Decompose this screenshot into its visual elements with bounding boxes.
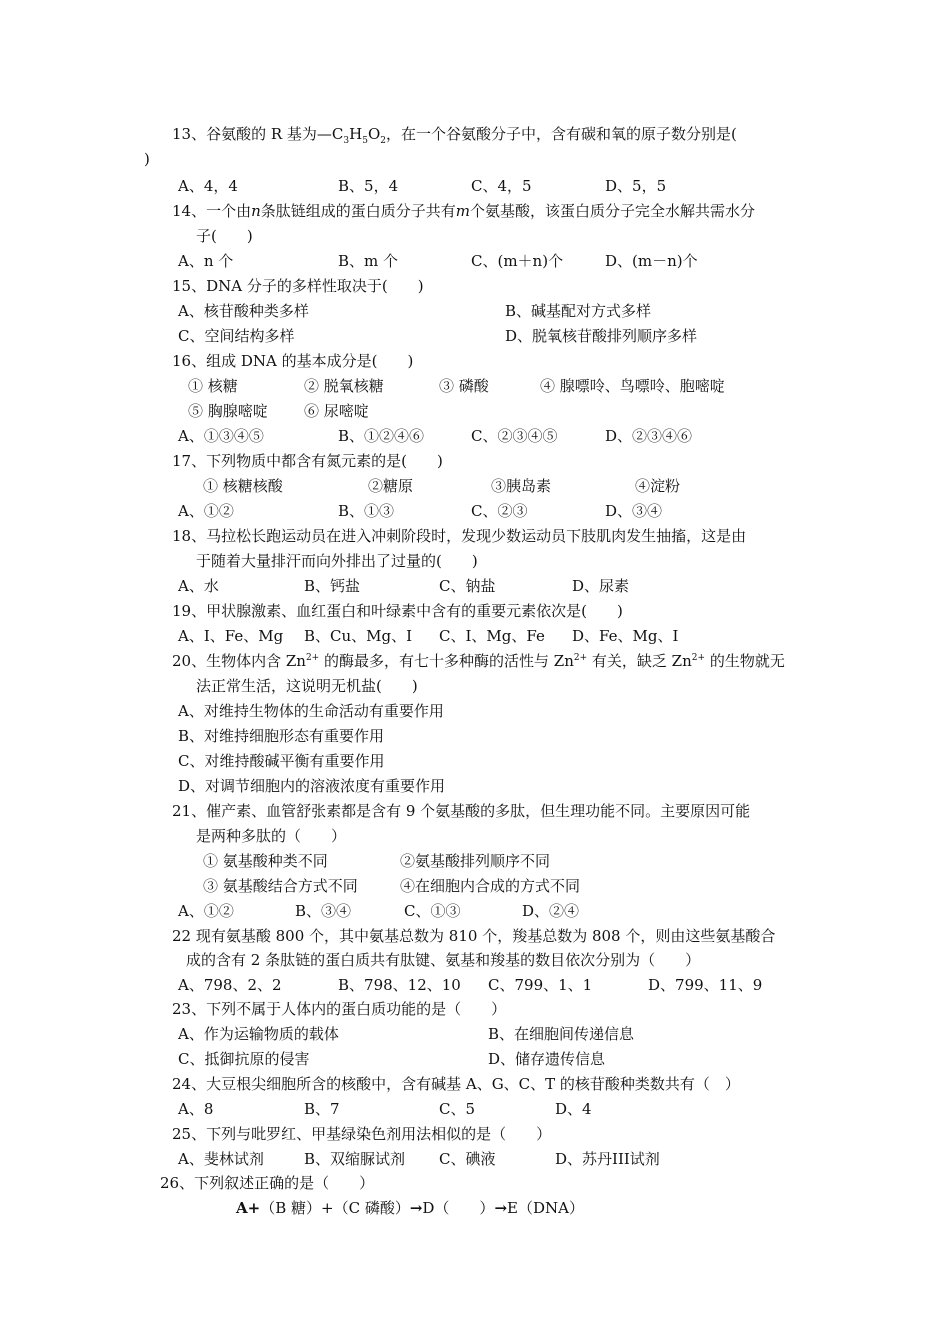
q19-option-d[interactable]: D、Fe、Mg、I <box>572 627 679 645</box>
q24-option-d[interactable]: D、4 <box>555 1100 592 1118</box>
q13-stem-d: ，在一个谷氨酸分子中，含有碳和氧的原子数分别是( <box>386 125 737 143</box>
q24-stem: 24、大豆根尖细胞所含的核酸中，含有碱基 A、G、C、T 的核苷酸种类数共有（ ） <box>172 1075 740 1093</box>
q26-stem: 26、下列叙述正确的是（ ） <box>160 1174 375 1192</box>
q17-item-1: ① 核糖核酸 <box>203 477 283 495</box>
q18-option-c[interactable]: C、钠盐 <box>439 577 496 595</box>
q21-option-d[interactable]: D、②④ <box>522 902 580 920</box>
q21-item-2: ②氨基酸排列顺序不同 <box>400 852 551 870</box>
q16-item-1: ① 核糖 <box>188 377 238 395</box>
q15-option-d[interactable]: D、脱氧核苷酸排列顺序多样 <box>505 327 698 345</box>
q13-option-a[interactable]: A、4，4 <box>178 177 238 195</box>
q16-stem: 16、组成 DNA 的基本成分是( ) <box>172 352 414 370</box>
q13-sub2: 5 <box>362 136 368 146</box>
q14-m-var: m <box>455 202 471 220</box>
q25-option-a[interactable]: A、斐林试剂 <box>178 1150 264 1168</box>
q26-formula-d: D（ ） <box>422 1199 495 1217</box>
q14-option-c[interactable]: C、(m＋n)个 <box>471 252 564 270</box>
q25-option-b[interactable]: B、双缩脲试剂 <box>304 1150 406 1168</box>
q20-stem-b: 的酶最多，有七十多种酶的活性与 Zn <box>319 652 574 670</box>
q13-stem <box>172 124 737 144</box>
q13-option-d[interactable]: D、5，5 <box>605 177 667 195</box>
arrow-right-icon: → <box>494 1199 508 1217</box>
q20-option-d[interactable]: D、对调节细胞内的溶液浓度有重要作用 <box>178 777 446 795</box>
q13-stem-end: ) <box>144 150 150 168</box>
q17-item-4: ④淀粉 <box>635 477 681 495</box>
q21-option-a[interactable]: A、①② <box>178 902 234 920</box>
q16-option-d[interactable]: D、②③④⑥ <box>605 427 693 445</box>
q20-sup3: 2+ <box>691 653 706 663</box>
q19-option-b[interactable]: B、Cu、Mg、I <box>304 627 413 645</box>
q21-option-b[interactable]: B、③④ <box>295 902 352 920</box>
q24-option-a[interactable]: A、8 <box>178 1100 214 1118</box>
q13-sub1: 3 <box>343 136 350 146</box>
q26-formula-e: E（DNA） <box>507 1199 584 1217</box>
q23-option-a[interactable]: A、作为运输物质的载体 <box>178 1025 339 1043</box>
q15-option-b[interactable]: B、碱基配对方式多样 <box>505 302 652 320</box>
arrow-right-icon: → <box>409 1199 423 1217</box>
q25-stem: 25、下列与吡罗红、甲基绿染色剂用法相似的是（ ） <box>172 1125 552 1143</box>
q20-option-c[interactable]: C、对维持酸碱平衡有重要作用 <box>178 752 385 770</box>
q18-option-d[interactable]: D、尿素 <box>572 577 630 595</box>
q22-stem-line2: 成的含有 2 条肽链的蛋白质共有肽键、氨基和羧基的数目依次分别为（ ） <box>186 951 701 969</box>
q20-stem-a: 20、生物体内含 Zn <box>172 652 306 670</box>
q19-option-c[interactable]: C、I、Mg、Fe <box>439 627 545 645</box>
q15-option-c[interactable]: C、空间结构多样 <box>178 327 295 345</box>
q15-stem: 15、DNA 分子的多样性取决于( ) <box>172 277 424 295</box>
q21-stem: 21、催产素、血管舒张素都是含有 9 个氨基酸的多肽，但生理功能不同。主要原因可能 <box>172 802 751 820</box>
q26-formula <box>236 1198 584 1218</box>
q23-option-d[interactable]: D、储存遗传信息 <box>488 1050 606 1068</box>
q14-option-b[interactable]: B、m 个 <box>338 252 399 270</box>
q20-sup1: 2+ <box>305 653 320 663</box>
q25-option-d[interactable]: D、苏丹III试剂 <box>555 1150 660 1168</box>
q16-item-6: ⑥ 尿嘧啶 <box>304 402 369 420</box>
q21-option-c[interactable]: C、①③ <box>404 902 461 920</box>
q17-option-d[interactable]: D、③④ <box>605 502 663 520</box>
q20-option-b[interactable]: B、对维持细胞形态有重要作用 <box>178 727 385 745</box>
q17-option-a[interactable]: A、①② <box>178 502 234 520</box>
q20-stem-d: 的生物就无 <box>705 652 785 670</box>
q14-stem <box>172 201 755 221</box>
q14-stem-b: 条肽链组成的蛋白质分子共有 <box>260 202 456 220</box>
q17-option-c[interactable]: C、②③ <box>471 502 528 520</box>
q21-item-4: ④在细胞内合成的方式不同 <box>400 877 581 895</box>
q21-item-3: ③ 氨基酸结合方式不同 <box>203 877 358 895</box>
q22-option-c[interactable]: C、799、1、1 <box>488 976 593 994</box>
q14-option-a[interactable]: A、n 个 <box>178 252 234 270</box>
q13-sub3: 2 <box>380 136 387 146</box>
q16-item-4: ④ 腺嘌呤、鸟嘌呤、胞嘧啶 <box>540 377 725 395</box>
q19-option-a[interactable]: A、I、Fe、Mg <box>178 627 284 645</box>
q21-stem-line2: 是两种多肽的（ ） <box>196 827 347 845</box>
q14-stem-c: 个氨基酸，该蛋白质分子完全水解共需水分 <box>470 202 756 220</box>
q16-item-2: ② 脱氧核糖 <box>304 377 384 395</box>
q23-option-b[interactable]: B、在细胞间传递信息 <box>488 1025 635 1043</box>
q16-option-c[interactable]: C、②③④⑤ <box>471 427 558 445</box>
q13-stem-a: 13、谷氨酸的 R 基为—C <box>172 125 344 143</box>
q13-stem-b: H <box>349 125 363 143</box>
q18-stem: 18、马拉松长跑运动员在进入冲刺阶段时，发现少数运动员下肢肌肉发生抽搐，这是由 <box>172 527 747 545</box>
q22-stem: 22 现有氨基酸 800 个，其中氨基总数为 810 个，羧基总数为 808 个，则由这些氨基酸合 <box>172 927 776 945</box>
q14-n-var: n <box>251 202 261 220</box>
q20-stem-line2: 法正常生活，这说明无机盐( ) <box>196 677 418 695</box>
q24-option-c[interactable]: C、5 <box>439 1100 476 1118</box>
q13-option-b[interactable]: B、5，4 <box>338 177 399 195</box>
q17-stem: 17、下列物质中都含有氮元素的是( ) <box>172 452 443 470</box>
q23-option-c[interactable]: C、抵御抗原的侵害 <box>178 1050 310 1068</box>
q13-option-c[interactable]: C、4，5 <box>471 177 532 195</box>
q16-option-b[interactable]: B、①②④⑥ <box>338 427 425 445</box>
q23-stem: 23、下列不属于人体内的蛋白质功能的是（ ） <box>172 1000 507 1018</box>
q22-option-a[interactable]: A、798、2、2 <box>178 976 282 994</box>
q18-option-a[interactable]: A、水 <box>178 577 219 595</box>
q20-stem <box>172 651 785 671</box>
q20-sup2: 2+ <box>573 653 588 663</box>
q20-stem-c: 有关，缺乏 Zn <box>587 652 692 670</box>
q25-option-c[interactable]: C、碘液 <box>439 1150 496 1168</box>
q26-formula-b: （B 糖）+（C 磷酸） <box>260 1199 410 1217</box>
q26-formula-a: A+ <box>236 1199 261 1217</box>
q24-option-b[interactable]: B、7 <box>304 1100 340 1118</box>
q14-stem-a: 14、一个由 <box>172 202 252 220</box>
q21-item-1: ① 氨基酸种类不同 <box>203 852 328 870</box>
q19-stem: 19、甲状腺激素、血红蛋白和叶绿素中含有的重要元素依次是( ) <box>172 602 623 620</box>
q16-item-3: ③ 磷酸 <box>439 377 489 395</box>
q17-option-b[interactable]: B、①③ <box>338 502 395 520</box>
q18-option-b[interactable]: B、钙盐 <box>304 577 361 595</box>
q14-option-d[interactable]: D、(m－n)个 <box>605 252 698 270</box>
q15-option-a[interactable]: A、核苷酸种类多样 <box>178 302 309 320</box>
q16-option-a[interactable]: A、①③④⑤ <box>178 427 264 445</box>
q17-item-2: ②糖原 <box>368 477 414 495</box>
q13-stem-c: O <box>367 125 381 143</box>
q14-stem-line2: 子( ) <box>196 227 253 245</box>
q20-option-a[interactable]: A、对维持生物体的生命活动有重要作用 <box>178 702 444 720</box>
q16-item-5: ⑤ 胸腺嘧啶 <box>188 402 268 420</box>
q22-option-d[interactable]: D、799、11、9 <box>648 976 763 994</box>
q22-option-b[interactable]: B、798、12、10 <box>338 976 461 994</box>
q17-item-3: ③胰岛素 <box>491 477 552 495</box>
q18-stem-line2: 于随着大量排汗而向外排出了过量的( ) <box>196 552 478 570</box>
